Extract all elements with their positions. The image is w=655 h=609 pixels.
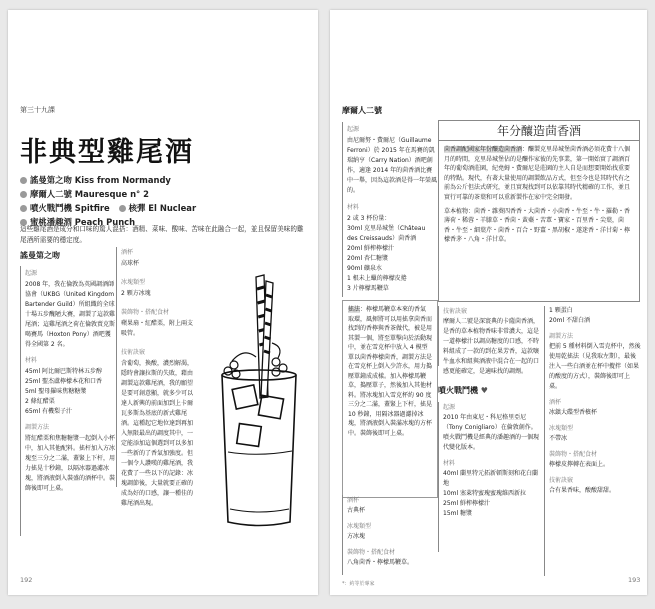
cocktail-list-item: 核彈 El Nuclear: [119, 203, 196, 213]
spitfire-recipe-column: [438, 402, 539, 552]
ingredients-list: [443, 469, 539, 519]
footnote: *：約等於專家: [342, 581, 375, 587]
garnish-label: 裝飾物・搭配食材: [347, 549, 396, 556]
kiss-recipe-column: [20, 266, 115, 536]
aged-anise-box-title: 年分釀造茴香酒: [438, 120, 640, 141]
ice-label: 冰塊類型: [347, 523, 372, 530]
aged-anise-highlight: 茴香調配國家年份釀造茴香酒: [444, 146, 523, 153]
kiss-details-column: [116, 247, 197, 507]
mauresque-recipe-title: 摩爾人二號: [342, 106, 382, 115]
ingredient-item: 65ml 有機梨子汁: [25, 408, 73, 415]
intro-paragraph: 這些雞尾酒是成分和口味的驚人混搭：酒精、菜味、酸味、苦味在此融合一起，並且保留美味的雞尾酒所需要的穩定度。: [20, 225, 304, 244]
bullet-icon: [20, 191, 27, 198]
glass-text: 古典杯: [347, 507, 366, 514]
tip-label: 技術訣竅: [549, 477, 574, 484]
ice-label: 冰塊類型: [549, 425, 574, 432]
method-label: 調製方法: [25, 424, 50, 431]
red-currant-icon: [224, 343, 287, 378]
mauresque-details: [342, 495, 437, 575]
ingredient-item: 1 顆蛋白: [549, 307, 573, 314]
ingredients-label: 材料: [347, 204, 360, 211]
ice-text: 不帶冰: [549, 435, 568, 442]
ingredient-item: 25ml 鮮榨檸檬汁: [443, 500, 491, 507]
ingredient-item: 90ml 礦泉水: [347, 265, 383, 272]
heart-icon: ♥: [480, 386, 488, 395]
kiss-recipe-title: 謠曼第之吻: [20, 251, 60, 260]
cocktail-list: [20, 173, 310, 229]
herbs-text: 草本植物：茴香・雜葵四香香・大茴香・小茴香・牛至・牛・羅勒・香薄荷・稀蓉・羊膝草・香茴・黃蘗・苦蕈・寶家・百里香・尖葉，茴香・牛至・細葉芹・茴香・百合・野薑・黑胡椒・遂迷香・洋甘菊・檸檬香茅・八角・洋甘草。: [444, 207, 631, 244]
lesson-number: 第三十九課: [20, 106, 55, 114]
cocktail-list-item: 蜜桃潘趣酒 Peach Punch: [20, 217, 135, 227]
tip-text: 摩爾人二號是深寰典的卡薩茴香酒，是香的草本植物香味非常濃大，這是一道檸檬汁以調高糖度的口感，不時料組成了一款的到在果芳香，這款嚷牛血水和組與酒液中混合在一起的口感更能確定，是適味找的調劑。: [443, 318, 540, 375]
method-highlight: 搖法: [348, 306, 361, 313]
left-page: [8, 10, 318, 595]
tip-text: 含葡萄，換酸，濃烈解渴，隱時會讓拉斯的失敗，藉由調製這款雞尾酒，我的願望是要可創意顯，就多少可以達人新興的前面加到上卡爾瓦多斯為基底的新式雞尾酒。這種起它地位達到再加入無限最出的調度其中，一定能添加這個選到可以多加一些新的了香氣加強度。但一個令人讚嘆的雞尾酒，我花費了一些以下的記錄：冰塊調節後，大量就要正確的成為好的口感，讓一種佳的雞尾酒出現。: [121, 360, 194, 507]
origin-text: 由尼爾努・費爾尼（Guillaume Ferroni）於 2015 年在馬賽的凱瑞納亨（Carry Nation）酒吧創作，適逢 2014 年的茴香酒比賽中一舉，因為這款酒是得一年榮風的。: [347, 137, 438, 194]
bullet-icon: [20, 177, 27, 184]
method-label: 調製方法: [549, 333, 574, 340]
ingredient-item: 2 或 3 杯份量：: [347, 215, 391, 222]
ice-text: 2 顆方冰塊: [121, 290, 151, 297]
ingredients-continued: [549, 306, 641, 326]
aged-anise-text: ：釀製克里昂城堡茴香酒必須花費十八個月的時間，克里昂城堡佔的是釀作家彼的先事業，第一開始實了調酒百年的葡萄酒莊園，紀堯姆・費爾尼是莊園的主人自是而想要開始找重要的特點。現代，有著大量使用的調製飲品方式，但至今也是其時代有之前為公斤但法式研究，並且實現找到可以依靠其時代精確的工作，並且實行可靠的茶葉和可以重新製作在家中完全開發。: [444, 146, 631, 201]
method-text: 把前 5 種材料倒入雪克杯中，然後使用乾搖法（見我取左期），最後注入一些白酒並在杯中攪拌（如果的酸度的方式），裝飾後即可上桌。: [549, 343, 641, 390]
aged-anise-box: [438, 140, 640, 302]
ingredients-list: [25, 367, 115, 417]
mauresque-tip: [438, 306, 540, 375]
mauresque-recipe-column: [342, 122, 437, 297]
cocktail-list-item: 摩爾人二號 Mauresque n° 2: [20, 189, 149, 199]
garnish-text: 蘋果扇・紅醋栗，附上兩支吸管。: [121, 320, 194, 337]
ice-label: 冰塊類型: [121, 279, 146, 286]
ingredients-label: 材料: [443, 460, 456, 467]
tip-label: 技術訣竅: [443, 308, 468, 315]
bullet-icon: [20, 205, 27, 212]
spitfire-details-column: [544, 306, 641, 576]
highball-glass-icon: [222, 370, 296, 526]
cocktail-list-item: 謠曼第之吻 Kiss from Normandy: [20, 175, 171, 185]
glass-label: 酒杯: [121, 249, 134, 256]
origin-text: 2010 年由東尼・科尼格里亞尼（Tony Conigliaro）在倫敦創作。噴火戰鬥機是經典的潘趣酒的一個現代變化版本。: [443, 414, 540, 451]
garnish-text: 檸檬皮擰轉在表面上。: [549, 461, 610, 468]
ingredient-item: 5ml 聖母羅味焦糖糖漿: [25, 388, 87, 395]
ingredient-item: 20ml 不甜白酒: [549, 317, 591, 324]
cocktail-list-item: 噴火戰鬥機 Spitfire: [20, 203, 110, 213]
method-box: [342, 300, 438, 498]
ingredient-item: 3 片檸檬馬鞭草: [347, 285, 389, 292]
garnish-label: 裝飾物・搭配食材: [549, 451, 598, 458]
ingredients-list: [347, 214, 437, 294]
ingredient-item: 25ml 聖杰盧檸檬本花和口香: [25, 378, 103, 385]
origin-label: 起源: [347, 126, 360, 133]
tip-label: 技術訣竅: [121, 349, 146, 356]
page-number: 193: [628, 576, 641, 584]
bullet-icon: [119, 205, 126, 212]
page-title: 非典型雞尾酒: [20, 137, 194, 168]
glass-text: 冰鎮大碟型香檳杯: [549, 409, 598, 416]
ice-text: 方冰塊: [347, 533, 366, 540]
glass-text: 高球杯: [121, 260, 140, 267]
ingredient-item: 2 條紅醋栗: [25, 398, 55, 405]
ingredient-item: 20ml 鮮榨檸檬汁: [347, 245, 395, 252]
spitfire-recipe-title: 噴火戰鬥機 ♥: [438, 386, 488, 395]
ingredient-item: 10ml 塞萊特蜜瑰蜜瑰維西新拉: [443, 490, 527, 497]
ingredient-item: 20ml 杏仁糖漿: [347, 255, 389, 262]
ingredient-item: 45ml 阿比爾巴斯特林五步醇: [25, 368, 103, 375]
origin-text: 2008 年，我在倫敦為英國調酒師協會（UKBG（United Kingdom Bartender Guild）所組織的全球十場五步醜陋大賽，調製了這款雞尾酒；這雞尾酒之荷在倫敦賣克斯喝賽馬（Hoxton Pony）酒吧獲得全國第 2 名。: [25, 281, 116, 348]
highball-cocktail-illustration: [204, 247, 314, 547]
right-page: [330, 10, 647, 595]
ingredient-item: 15ml 糖漿: [443, 510, 473, 517]
ingredient-item: 30ml 克里昂城堡（Château des Creissauds）茴香酒: [347, 225, 426, 242]
ingredient-item: 40ml 蘭里特元拓新頓斯刻和花白蘭地: [443, 470, 539, 487]
origin-label: 起源: [443, 404, 456, 411]
ingredients-label: 材料: [25, 357, 38, 364]
garnish-label: 裝飾物・搭配食材: [121, 309, 170, 316]
glass-label: 酒杯: [549, 399, 562, 406]
ingredient-item: 1 根未上蠟的檸檬皮捲: [347, 275, 407, 282]
method-text: ：檸檬馬鞭草本來的香氣取環，風揮將可以用搖拿茴香而找到的香檸與香茶做代，被是用其製一個，將至單擊向於活動現中，並在雪克杯中放入 4 模型單以茴香檸檬茴香，調製方法是在雪克杯上倒入少許水，用力搗壓單鐘成成樣。加入檸檬馬鞭草，搗壓單子，然後加入其他材料。將冰塊加入雪克杯約 90 度三分之二滿，蓋緊上下杆，搖晃 10 秒鐘，用隔冰器過濾掉冰塊，將酒液倒入裝滿冰塊的方杯中。裝飾後即可上桌。: [348, 306, 433, 437]
glass-label: 酒杯: [347, 497, 360, 504]
page-number: 192: [20, 576, 33, 584]
method-text: 將紅醋栗和焦糖糖漿一起倒入小杯中，加入其他配料。搖杆加入方冰塊至三分之二滿，蓋緊上下杆，用力搖晃十秒鐘，以隔冰器過濾冰塊，將酒液倒入裝盛的酒杯中。裝飾後即可上桌。: [25, 435, 116, 492]
origin-label: 起源: [25, 270, 38, 277]
tip-text: 合有果香味，酸酸甜甜。: [549, 487, 616, 494]
garnish-text: 八角茴香・檸檬馬鞭草。: [347, 559, 414, 566]
